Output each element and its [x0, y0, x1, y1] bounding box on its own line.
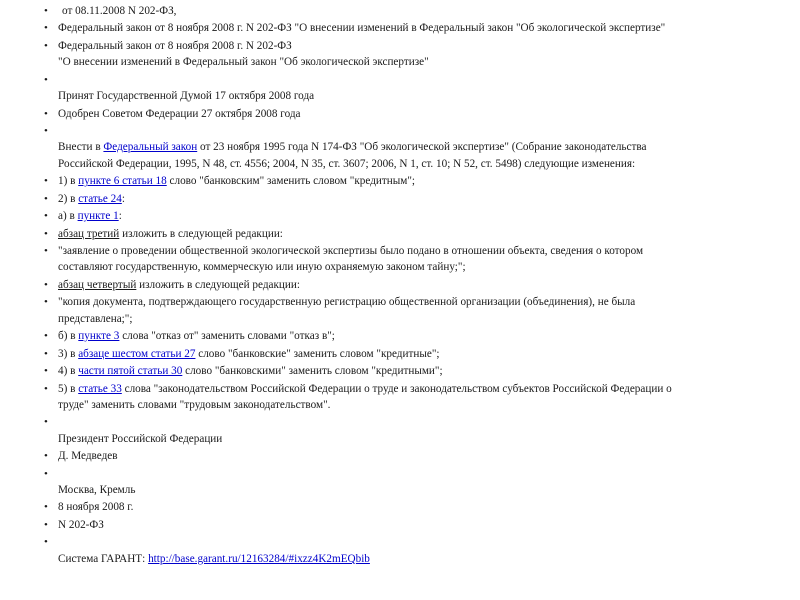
list-item — [42, 328, 762, 344]
item-text: от 08.11.2008 N 202-ФЗ, — [62, 5, 177, 17]
item-text — [58, 191, 762, 207]
list-item — [42, 414, 762, 447]
bullet-icon: • — [44, 382, 48, 395]
bullet-icon: • — [44, 227, 48, 240]
list-item — [42, 517, 762, 533]
article-link[interactable]: части пятой статьи 30 — [78, 365, 183, 378]
bullet-icon: • — [44, 330, 48, 343]
signatory-title: Президент Российской Федерации — [58, 432, 223, 445]
bullet-icon: • — [44, 245, 48, 258]
source-url-link[interactable]: http://base.garant.ru/12163284/#ixzz4K2mEQbib — [148, 552, 370, 565]
list-item — [42, 363, 762, 379]
item-text-suffix: слово "банковские" заменить словом "кредитные"; — [195, 347, 440, 360]
law-number: N 202-ФЗ — [58, 518, 104, 531]
item-text-suffix: слова "отказ от" заменить словами "отказ в"; — [119, 330, 335, 343]
article-link[interactable]: статье 33 — [78, 382, 122, 395]
bullet-icon: • — [44, 365, 48, 378]
bullet-icon: • — [44, 278, 48, 291]
item-text-suffix: слово "банковскими" заменить словом "кредитными"; — [182, 365, 443, 378]
article-link[interactable]: пункте 1 — [77, 210, 119, 223]
list-item — [42, 466, 762, 499]
item-text-prefix: 3) в — [58, 347, 79, 360]
article-link[interactable]: статье 24 — [78, 192, 122, 205]
bullet-icon: • — [44, 501, 48, 514]
item-text: труде" заменить словами "трудовым законодательством". — [58, 398, 331, 411]
bullet-icon: • — [44, 39, 48, 52]
list-item — [42, 123, 762, 172]
item-text-suffix: : — [118, 210, 122, 223]
item-text — [58, 226, 762, 242]
bullet-icon: • — [44, 416, 48, 429]
list-item — [42, 191, 762, 207]
bullet-icon: • — [44, 192, 48, 205]
article-link[interactable]: абзаце шестом статьи 27 — [78, 347, 196, 360]
item-text — [58, 381, 762, 397]
item-text — [58, 346, 762, 362]
item-text-prefix: Внести в — [58, 141, 104, 154]
item-text: Одобрен Советом Федерации 27 октября 2008 года — [58, 107, 301, 120]
list-item — [42, 277, 762, 293]
item-text-suffix: изложить в следующей редакции: — [136, 278, 300, 291]
item-text-prefix: 4) в — [58, 365, 79, 378]
item-text: представлена;"; — [58, 312, 133, 325]
law-link[interactable]: Федеральный закон — [103, 141, 198, 154]
signatory-name: Д. Медведев — [58, 450, 118, 463]
list-item — [42, 294, 762, 327]
bullet-icon: • — [44, 467, 48, 480]
item-text-prefix: а) в — [58, 210, 78, 223]
item-text-suffix: слово "банковским" заменить словом "кредитным"; — [166, 175, 416, 188]
item-text: "копия документа, подтверждающего государственную регистрацию общественной организации (объединения), не была — [58, 296, 636, 309]
bullet-icon: • — [44, 536, 48, 549]
signing-place: Москва, Кремль — [58, 483, 136, 496]
item-text-prefix: 5) в — [58, 382, 79, 395]
item-text: составляют государственную, коммерческую или иную охраняемую законом тайну;"; — [58, 261, 466, 274]
paragraph-reference: абзац третий — [58, 227, 120, 240]
item-text: Принят Государственной Думой 17 октября 2008 года — [58, 90, 315, 103]
item-text-suffix: : — [121, 192, 125, 205]
document-body — [42, 3, 762, 568]
item-text: Федеральный закон от 8 ноября 2008 г. N 202-ФЗ "О внесении изменений в Федеральный закон "Об экологической экспертизе" — [58, 22, 666, 35]
paragraph-reference: абзац четвертый — [58, 278, 137, 291]
item-text — [58, 551, 762, 567]
item-text — [58, 328, 762, 344]
list-item — [42, 3, 762, 19]
item-text-suffix: слова "законодательством Российской Федерации о труде и законодательством субъектов Российской Федерации о — [121, 382, 672, 395]
list-item — [42, 226, 762, 242]
item-text-suffix: от 23 ноября 1995 года N 174-ФЗ "Об экологической экспертизе" (Собрание законодательства — [197, 141, 647, 154]
item-text — [58, 139, 762, 155]
item-text-prefix: 2) в — [58, 192, 79, 205]
item-text: Федеральный закон от 8 ноября 2008 г. N 202-ФЗ — [58, 39, 292, 52]
list-item — [42, 381, 762, 414]
list-item — [42, 106, 762, 122]
item-text — [58, 277, 762, 293]
list-item — [42, 20, 762, 36]
bullet-icon: • — [44, 73, 48, 86]
bullet-icon: • — [44, 518, 48, 531]
item-text: Российской Федерации, 1995, N 48, ст. 4556; 2004, N 35, ст. 3607; 2006, N 1, ст. 10; N 52, ст. 5498) следующие изменения: — [58, 157, 636, 170]
list-item — [42, 534, 762, 567]
item-text-prefix: 1) в — [58, 175, 79, 188]
item-text — [58, 363, 762, 379]
item-text — [58, 173, 762, 189]
item-text — [58, 208, 762, 224]
list-item — [42, 448, 762, 464]
list-item — [42, 346, 762, 362]
source-label: Система ГАРАНТ: — [58, 552, 149, 565]
article-link[interactable]: пункте 3 — [78, 330, 120, 343]
item-text-prefix: б) в — [58, 330, 79, 343]
bullet-icon: • — [44, 347, 48, 360]
bullet-icon: • — [44, 450, 48, 463]
article-link[interactable]: пункте 6 статьи 18 — [78, 175, 167, 188]
item-text: "О внесении изменений в Федеральный закон "Об экологической экспертизе" — [58, 56, 429, 69]
list-item — [42, 173, 762, 189]
list-item — [42, 499, 762, 515]
bullet-icon: • — [44, 107, 48, 120]
bullet-icon: • — [44, 22, 48, 35]
bullet-icon: • — [44, 175, 48, 188]
bullet-icon: • — [44, 296, 48, 309]
list-item — [42, 72, 762, 105]
list-item — [42, 38, 762, 71]
list-item — [42, 208, 762, 224]
bullet-icon: • — [44, 210, 48, 223]
bullet-icon: • — [44, 5, 48, 17]
item-text-suffix: изложить в следующей редакции: — [119, 227, 283, 240]
bullet-icon: • — [44, 125, 48, 138]
item-text: "заявление о проведении общественной экологической экспертизы было подано в отношении объекта, сведения о котором — [58, 245, 644, 258]
list-item — [42, 243, 762, 276]
signing-date: 8 ноября 2008 г. — [58, 501, 134, 514]
